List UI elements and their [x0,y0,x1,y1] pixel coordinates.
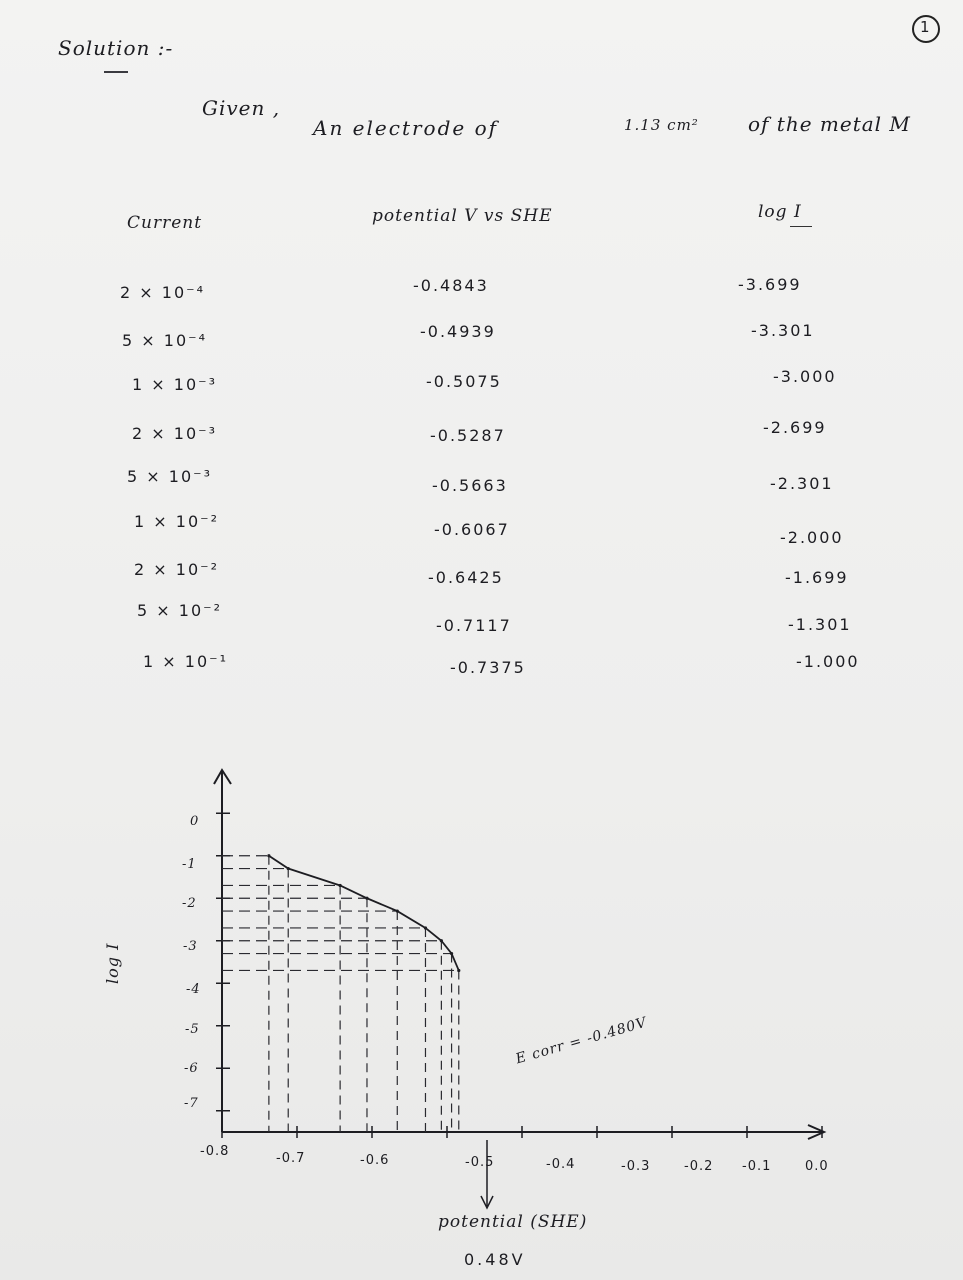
given-label: Given , [202,96,281,120]
header-potential: potential V vs SHE [372,206,553,226]
y-tick-label: -5 [185,1022,200,1037]
tafel-data-point [440,939,443,942]
y-tick-label: -6 [184,1061,199,1076]
given-text: An electrode of [313,116,499,140]
x-tick-label: -0.7 [276,1151,306,1166]
x-tick-label: -0.1 [742,1159,772,1174]
ecorr-result: 0.48V [464,1250,526,1269]
y-tick-label: 0 [190,814,200,829]
row-6-potential: -0.6067 [434,520,510,539]
row-2-current: 5 × 10⁻⁴ [122,331,207,350]
row-8-current: 5 × 10⁻² [137,601,222,620]
tafel-data-point [450,952,453,955]
x-tick-label: -0.3 [621,1159,651,1174]
row-2-potential: -0.4939 [420,322,496,341]
row-1-log: -3.699 [738,275,802,294]
page-number: 1 [920,18,931,36]
y-axis-label: log I [103,942,122,984]
x-tick-label: -0.4 [546,1157,576,1172]
row-3-current: 1 × 10⁻³ [132,375,217,394]
row-4-potential: -0.5287 [430,426,506,445]
tafel-data-point [424,926,427,929]
row-1-potential: -0.4843 [413,276,489,295]
row-8-potential: -0.7117 [436,616,512,635]
row-6-current: 1 × 10⁻² [134,512,219,531]
x-tick-label: -0.2 [684,1159,714,1174]
row-3-potential: -0.5075 [426,372,502,391]
row-4-current: 2 × 10⁻³ [132,424,217,443]
y-tick-label: -1 [182,857,197,872]
tafel-data-point [267,854,270,857]
x-tick-label: -0.8 [200,1144,230,1159]
row-5-log: -2.301 [770,474,834,493]
y-tick-label: -2 [182,896,197,911]
given-rest: of the metal M [748,112,911,136]
x-tick-label: -0.6 [360,1153,390,1168]
row-1-current: 2 × 10⁻⁴ [120,283,205,302]
tafel-data-point [287,867,290,870]
solution-heading: Solution :- [58,36,174,60]
row-5-potential: -0.5663 [432,476,508,495]
tafel-data-point [457,969,460,972]
row-9-log: -1.000 [796,652,860,671]
row-9-potential: -0.7375 [450,658,526,677]
row-6-log: -2.000 [780,528,844,547]
y-tick-label: -4 [186,982,201,997]
given-area: 1.13 cm² [624,116,699,134]
tafel-data-point [396,909,399,912]
row-5-current: 5 × 10⁻³ [127,467,212,486]
header-current: Current [127,213,203,233]
ecorr-annotation: E corr = -0.480V [514,1014,650,1068]
row-7-potential: -0.6425 [428,568,504,587]
row-7-current: 2 × 10⁻² [134,560,219,579]
y-tick-label: -7 [184,1096,199,1111]
x-axis-label: potential (SHE) [438,1212,588,1232]
row-4-log: -2.699 [763,418,827,437]
row-7-log: -1.699 [785,568,849,587]
x-tick-label: 0.0 [805,1159,829,1174]
row-8-log: -1.301 [788,615,852,634]
row-2-log: -3.301 [751,321,815,340]
header-log-i: log I [758,202,802,222]
row-9-current: 1 × 10⁻¹ [143,652,228,671]
tafel-data-point [365,897,368,900]
row-3-log: -3.000 [773,367,837,386]
y-tick-label: -3 [183,939,198,954]
x-tick-label: -0.5 [465,1155,495,1170]
tafel-data-point [339,884,342,887]
